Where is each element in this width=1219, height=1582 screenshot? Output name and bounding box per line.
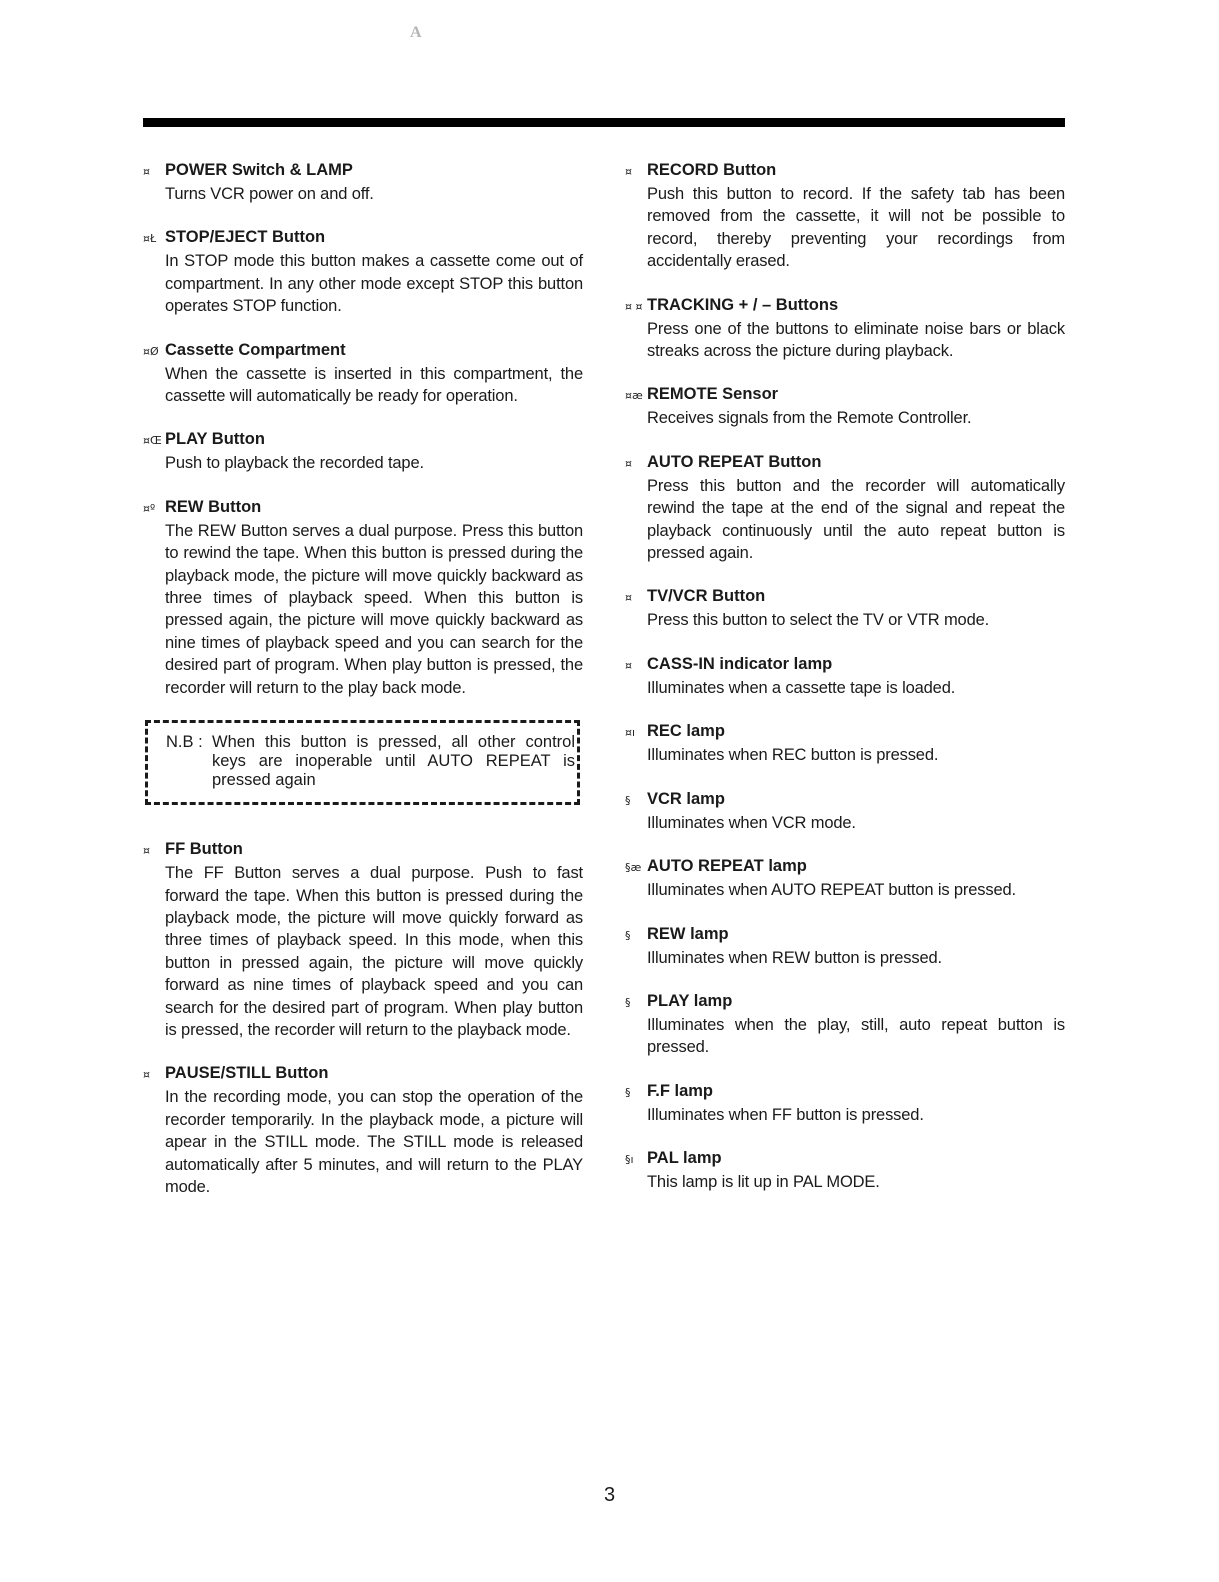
item-marker: ¤æ (625, 389, 643, 403)
list-item (625, 788, 1065, 834)
list-item (625, 720, 1065, 766)
list-item (143, 339, 583, 408)
item-marker: ¤ (625, 658, 632, 672)
item-description: This lamp is lit up in PAL MODE. (647, 1173, 880, 1192)
item-title-row (625, 855, 1065, 879)
item-marker: ¤ (143, 165, 150, 178)
item-title-row (143, 428, 583, 452)
right-item-list (625, 159, 1065, 1194)
item-title-row (625, 1147, 1065, 1171)
item-heading: RECORD Button (647, 161, 777, 179)
item-marker: § (625, 995, 631, 1009)
list-item (625, 451, 1065, 565)
list-item (625, 585, 1065, 631)
item-heading: REC lamp (647, 722, 725, 741)
item-heading: Cassette Compartment (165, 340, 346, 359)
list-item (143, 226, 583, 317)
item-heading: AUTO REPEAT Button (647, 452, 822, 471)
item-title-row (625, 294, 1065, 318)
list-item (625, 855, 1065, 901)
item-heading: CASS-IN indicator lamp (647, 654, 833, 673)
item-heading: POWER Switch & LAMP (165, 161, 353, 179)
item-description: In the recording mode, you can stop the operation of the recorder temporarily. In the playback mode, a picture will apear in the STILL mode. The STILL mode is released automatically after 5 minutes, and will return to the PLAY mode. (165, 1088, 583, 1196)
item-title-row (625, 788, 1065, 812)
item-description: Push to playback the recorded tape. (165, 454, 424, 473)
item-marker: §æ (625, 861, 642, 875)
item-heading: TRACKING + / – Buttons (647, 295, 839, 314)
list-item (625, 1080, 1065, 1126)
item-title-row (625, 990, 1065, 1014)
item-description: Illuminates when VCR mode. (647, 813, 856, 832)
list-item (143, 428, 583, 474)
item-heading: F.F lamp (647, 1081, 714, 1100)
item-heading: REW Button (165, 497, 262, 516)
list-item (625, 1147, 1065, 1193)
item-marker: ¤ ¤ (625, 299, 643, 313)
left-column (143, 159, 583, 1219)
item-description: When the cassette is inserted in this compartment, the cassette will automatically be ready for operation. (165, 364, 583, 406)
item-heading: PLAY lamp (647, 991, 733, 1010)
list-item (143, 496, 583, 699)
item-title-row (625, 451, 1065, 475)
item-marker: ¤ (625, 591, 632, 605)
item-marker: ¤ı (625, 726, 636, 740)
item-title-row (143, 226, 583, 250)
item-heading: VCR lamp (647, 789, 725, 808)
list-item (625, 159, 1065, 273)
item-title-row (143, 1062, 583, 1086)
item-heading: REMOTE Sensor (647, 385, 779, 404)
item-heading: TV/VCR Button (647, 587, 766, 606)
item-heading: FF Button (165, 840, 243, 859)
item-marker: ¤Œ (143, 434, 162, 448)
item-marker: § (625, 928, 631, 942)
header-mark: A (410, 24, 422, 41)
list-item (143, 838, 583, 1041)
item-marker: ¤ (625, 165, 632, 178)
item-description: Illuminates when AUTO REPEAT button is pressed. (647, 881, 1016, 900)
page-number: 3 (603, 1484, 616, 1506)
item-description: The REW Button serves a dual purpose. Press this button to rewind the tape. When this button is pressed during the playback mode, the picture will move quickly backward as three times of playback speed. When this button is pressed again, the picture will move quickly backward as nine times of playback speed and you can search for the desired part of program. When play button is pressed, the recorder will return to the play back mode. (165, 521, 583, 697)
item-marker: ¤ (625, 456, 632, 470)
item-heading: AUTO REPEAT lamp (647, 857, 807, 876)
item-description: Press this button and the recorder will automatically rewind the tape at the end of the signal and repeat the playback continuously until the auto repeat button is pressed again. (647, 476, 1065, 563)
item-title-row (143, 159, 583, 183)
item-title-row (143, 496, 583, 520)
item-title-row (625, 923, 1065, 947)
item-title-row (625, 159, 1065, 183)
item-marker: § (625, 1085, 631, 1099)
item-heading: REW lamp (647, 924, 729, 943)
right-column (625, 159, 1065, 1215)
left-item-list (143, 159, 583, 699)
item-marker: ¤Ł (143, 232, 157, 246)
item-description: Illuminates when a cassette tape is loaded. (647, 678, 956, 697)
item-description: Illuminates when FF button is pressed. (647, 1105, 924, 1124)
note-label: N.B : (166, 733, 203, 752)
item-marker: § (625, 793, 631, 807)
item-description: Press one of the buttons to eliminate noise bars or black streaks across the picture during playback. (647, 319, 1065, 361)
item-title-row (625, 1080, 1065, 1104)
item-heading: PAUSE/STILL Button (165, 1064, 329, 1083)
item-title-row (143, 339, 583, 363)
list-item (625, 990, 1065, 1059)
item-heading: PAL lamp (647, 1149, 722, 1168)
item-title-row (625, 383, 1065, 407)
item-heading: STOP/EJECT Button (165, 228, 326, 247)
item-title-row (625, 653, 1065, 677)
item-title-row (625, 720, 1065, 744)
item-description: The FF Button serves a dual purpose. Push to fast forward the tape. When this button is pressed during the playback mode, the picture will move quickly forward as three times of playback speed. In this mode, when this button in pressed again, the picture will move quickly forward as nine times of playback speed and you can search for the desired part of program. When play button is pressed, the recorder will return to the playback mode. (165, 864, 583, 1039)
item-marker: §ı (625, 1153, 634, 1167)
item-description: Illuminates when REW button is pressed. (647, 948, 942, 967)
note-text: When this button is pressed, all other control keys are inoperable until AUTO REPEAT is pressed again (212, 733, 575, 790)
item-description: In STOP mode this button makes a cassette come out of compartment. In any other mode except STOP this button operates STOP function. (165, 252, 583, 316)
item-description: Push this button to record. If the safety tab has been removed from the cassette, it will not be possible to record, thereby preventing your recordings from accidentally erased. (647, 185, 1065, 271)
item-title-row (625, 585, 1065, 609)
item-marker: ¤ (143, 844, 150, 858)
left-item-list-after (143, 838, 583, 1198)
item-description: Turns VCR power on and off. (165, 185, 374, 203)
header-rule (143, 118, 1065, 127)
item-title-row (143, 838, 583, 862)
item-marker: ¤Ø (143, 344, 159, 358)
item-marker: ¤ (143, 1068, 150, 1082)
list-item (143, 159, 583, 205)
item-heading: PLAY Button (165, 430, 265, 449)
item-description: Receives signals from the Remote Controller. (647, 409, 972, 428)
item-marker: ¤º (143, 501, 156, 515)
list-item (143, 1062, 583, 1198)
item-description: Press this button to select the TV or VTR mode. (647, 611, 990, 630)
item-description: Illuminates when the play, still, auto repeat button is pressed. (647, 1015, 1065, 1057)
list-item (625, 294, 1065, 363)
note-box (145, 720, 580, 805)
list-item (625, 923, 1065, 969)
list-item (625, 653, 1065, 699)
item-description: Illuminates when REC button is pressed. (647, 746, 939, 765)
list-item (625, 383, 1065, 429)
